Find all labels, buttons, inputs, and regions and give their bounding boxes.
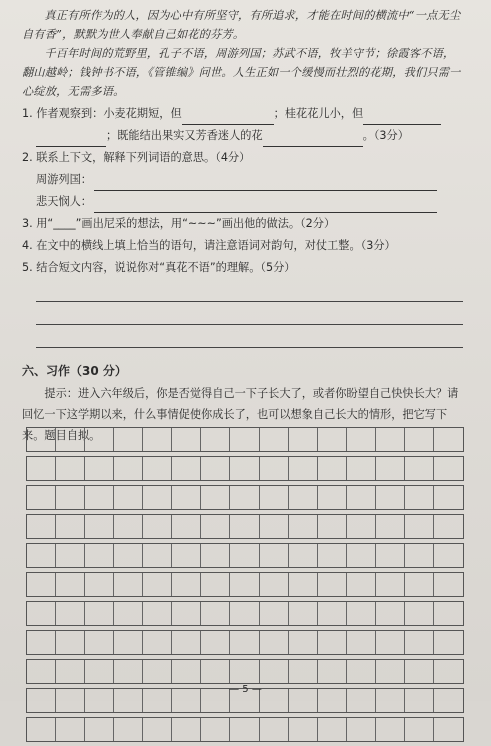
grid-cell[interactable] xyxy=(318,486,347,509)
grid-cell[interactable] xyxy=(85,457,114,480)
grid-cell[interactable] xyxy=(201,573,230,596)
grid-cell[interactable] xyxy=(376,602,405,625)
grid-cell[interactable] xyxy=(201,515,230,538)
grid-cell[interactable] xyxy=(114,660,143,683)
grid-cell[interactable] xyxy=(347,515,376,538)
grid-cell[interactable] xyxy=(230,428,259,451)
question-5-answer-line-3[interactable] xyxy=(36,325,463,348)
grid-cell[interactable] xyxy=(27,544,56,567)
grid-row xyxy=(26,485,464,510)
question-5-answer-line-2[interactable] xyxy=(36,302,463,325)
grid-cell[interactable] xyxy=(376,660,405,683)
grid-cell[interactable] xyxy=(172,660,201,683)
grid-cell[interactable] xyxy=(114,631,143,654)
grid-cell[interactable] xyxy=(85,428,114,451)
grid-cell[interactable] xyxy=(114,457,143,480)
question-1-mid: ；桂花花儿小，但 xyxy=(273,107,364,120)
grid-cell[interactable] xyxy=(230,515,259,538)
grid-cell[interactable] xyxy=(318,631,347,654)
grid-cell[interactable] xyxy=(201,544,230,567)
grid-cell[interactable] xyxy=(376,486,405,509)
grid-row xyxy=(26,456,464,481)
question-1 xyxy=(22,103,463,147)
grid-cell[interactable] xyxy=(347,718,376,741)
grid-row xyxy=(26,427,464,452)
page-number: — 5 — xyxy=(229,684,262,695)
grid-cell[interactable] xyxy=(376,718,405,741)
grid-row xyxy=(26,601,464,626)
grid-cell[interactable] xyxy=(289,602,318,625)
grid-cell[interactable] xyxy=(56,428,85,451)
grid-cell[interactable] xyxy=(347,428,376,451)
grid-cell[interactable] xyxy=(27,515,56,538)
grid-cell[interactable] xyxy=(318,660,347,683)
grid-cell[interactable] xyxy=(260,515,289,538)
grid-cell[interactable] xyxy=(172,718,201,741)
grid-cell[interactable] xyxy=(434,457,463,480)
grid-cell[interactable] xyxy=(56,718,85,741)
question-2-answer-2[interactable] xyxy=(94,198,437,213)
grid-cell[interactable] xyxy=(27,428,56,451)
grid-cell[interactable] xyxy=(230,660,259,683)
passage-paragraph-1: 真正有所作为的人，因为心中有所坚守，有所追求，才能在时间的横流中“一点无尘自有香”，默默为世人奉献自己如花的芬芳。 xyxy=(22,9,461,41)
question-5: 5. 结合短文内容，说说你对“真花不语”的理解。（5分） xyxy=(22,261,296,274)
grid-cell[interactable] xyxy=(318,428,347,451)
composition-prompt: 提示：进入六年级后，你是否觉得自己一下子长大了，或者你盼望自己快快长大？请回忆一下这学期以来，什么事情促使你成长了，也可以想象自己长大的情形，把它写下来。题目自拟。 xyxy=(22,387,459,442)
grid-cell[interactable] xyxy=(114,515,143,538)
grid-cell[interactable] xyxy=(230,602,259,625)
passage-paragraph-2: 千百年时间的荒野里，孔子不语，周游列国；苏武不语，牧羊守节；徐霞客不语，翻山越岭；钱钟书不语，《管锥编》问世。人生正如一个缓慢而壮烈的花期，我们只需一心绽放，无需多语。 xyxy=(22,47,461,98)
grid-cell[interactable] xyxy=(405,602,434,625)
grid-cell[interactable] xyxy=(27,457,56,480)
grid-cell[interactable] xyxy=(405,486,434,509)
grid-cell[interactable] xyxy=(56,486,85,509)
grid-cell[interactable] xyxy=(289,515,318,538)
grid-cell[interactable] xyxy=(318,573,347,596)
grid-cell[interactable] xyxy=(260,428,289,451)
grid-cell[interactable] xyxy=(289,428,318,451)
grid-cell[interactable] xyxy=(143,486,172,509)
grid-cell[interactable] xyxy=(143,660,172,683)
question-1-end: 。（3分） xyxy=(362,129,409,142)
grid-cell[interactable] xyxy=(405,457,434,480)
question-5-answer-line-1[interactable] xyxy=(36,279,463,302)
question-2-answer-1[interactable] xyxy=(94,176,437,191)
grid-cell[interactable] xyxy=(260,457,289,480)
grid-cell[interactable] xyxy=(56,631,85,654)
grid-cell[interactable] xyxy=(289,486,318,509)
grid-cell[interactable] xyxy=(230,573,259,596)
grid-cell[interactable] xyxy=(230,457,259,480)
grid-cell[interactable] xyxy=(405,718,434,741)
question-2-term-2: 悲天悯人： xyxy=(36,195,92,208)
question-1-blank-1[interactable] xyxy=(182,111,274,125)
grid-cell[interactable] xyxy=(143,428,172,451)
grid-cell[interactable] xyxy=(376,544,405,567)
grid-cell[interactable] xyxy=(230,486,259,509)
grid-cell[interactable] xyxy=(172,544,201,567)
grid-cell[interactable] xyxy=(434,631,463,654)
grid-cell[interactable] xyxy=(289,631,318,654)
grid-cell[interactable] xyxy=(289,718,318,741)
grid-cell[interactable] xyxy=(201,631,230,654)
grid-cell[interactable] xyxy=(143,457,172,480)
grid-cell[interactable] xyxy=(434,573,463,596)
grid-cell[interactable] xyxy=(405,428,434,451)
question-3: 3. 用“____”画出尼采的想法，用“~~~”画出他的做法。（2分） xyxy=(22,217,336,230)
grid-cell[interactable] xyxy=(172,602,201,625)
grid-cell[interactable] xyxy=(347,544,376,567)
grid-cell[interactable] xyxy=(289,660,318,683)
grid-cell[interactable] xyxy=(27,486,56,509)
grid-cell[interactable] xyxy=(434,486,463,509)
grid-cell[interactable] xyxy=(405,660,434,683)
grid-row xyxy=(26,572,464,597)
grid-cell[interactable] xyxy=(143,544,172,567)
question-1-blank-2[interactable] xyxy=(363,111,441,125)
grid-cell[interactable] xyxy=(56,573,85,596)
grid-cell[interactable] xyxy=(85,718,114,741)
grid-cell[interactable] xyxy=(143,631,172,654)
grid-cell[interactable] xyxy=(85,544,114,567)
question-1-blank-4[interactable] xyxy=(263,133,363,147)
grid-cell[interactable] xyxy=(376,573,405,596)
grid-cell[interactable] xyxy=(172,631,201,654)
grid-row xyxy=(26,514,464,539)
grid-cell[interactable] xyxy=(143,515,172,538)
grid-cell[interactable] xyxy=(347,660,376,683)
question-2 xyxy=(22,147,463,213)
grid-cell[interactable] xyxy=(347,602,376,625)
grid-cell[interactable] xyxy=(289,457,318,480)
grid-row xyxy=(26,659,464,684)
grid-cell[interactable] xyxy=(56,515,85,538)
grid-cell[interactable] xyxy=(56,457,85,480)
grid-cell[interactable] xyxy=(434,602,463,625)
grid-cell[interactable] xyxy=(318,544,347,567)
grid-cell[interactable] xyxy=(289,544,318,567)
grid-cell[interactable] xyxy=(201,428,230,451)
grid-row xyxy=(26,717,464,742)
grid-cell[interactable] xyxy=(85,602,114,625)
grid-cell[interactable] xyxy=(347,457,376,480)
grid-cell[interactable] xyxy=(201,660,230,683)
question-2-label: 2. 联系上下文，解释下列词语的意思。（4分） xyxy=(22,151,251,164)
grid-cell[interactable] xyxy=(260,631,289,654)
grid-cell[interactable] xyxy=(27,660,56,683)
question-1-label: 1. 作者观察到：小麦花期短，但 xyxy=(22,107,182,120)
grid-cell[interactable] xyxy=(56,660,85,683)
grid-cell[interactable] xyxy=(143,602,172,625)
grid-cell[interactable] xyxy=(85,660,114,683)
grid-cell[interactable] xyxy=(376,428,405,451)
grid-cell[interactable] xyxy=(85,515,114,538)
grid-cell[interactable] xyxy=(347,631,376,654)
grid-cell[interactable] xyxy=(434,660,463,683)
grid-cell[interactable] xyxy=(289,573,318,596)
question-1-line2: ；既能结出果实又芳香迷人的花 xyxy=(106,129,263,142)
grid-cell[interactable] xyxy=(114,428,143,451)
grid-cell[interactable] xyxy=(172,457,201,480)
writing-grid[interactable] xyxy=(26,427,464,746)
grid-cell[interactable] xyxy=(27,602,56,625)
question-2-term-1: 周游列国： xyxy=(36,173,92,186)
grid-cell[interactable] xyxy=(56,544,85,567)
grid-cell[interactable] xyxy=(405,544,434,567)
grid-cell[interactable] xyxy=(405,631,434,654)
grid-cell[interactable] xyxy=(434,718,463,741)
grid-cell[interactable] xyxy=(114,486,143,509)
grid-cell[interactable] xyxy=(114,602,143,625)
grid-cell[interactable] xyxy=(27,573,56,596)
grid-cell[interactable] xyxy=(405,515,434,538)
grid-cell[interactable] xyxy=(260,660,289,683)
grid-cell[interactable] xyxy=(201,602,230,625)
grid-cell[interactable] xyxy=(260,486,289,509)
grid-cell[interactable] xyxy=(172,515,201,538)
grid-cell[interactable] xyxy=(172,573,201,596)
grid-cell[interactable] xyxy=(85,486,114,509)
grid-cell[interactable] xyxy=(143,718,172,741)
grid-cell[interactable] xyxy=(405,573,434,596)
grid-cell[interactable] xyxy=(27,631,56,654)
grid-cell[interactable] xyxy=(434,428,463,451)
grid-cell[interactable] xyxy=(434,544,463,567)
grid-cell[interactable] xyxy=(27,718,56,741)
grid-cell[interactable] xyxy=(230,718,259,741)
grid-cell[interactable] xyxy=(318,515,347,538)
grid-cell[interactable] xyxy=(172,428,201,451)
grid-cell[interactable] xyxy=(201,718,230,741)
grid-cell[interactable] xyxy=(347,573,376,596)
grid-cell[interactable] xyxy=(143,573,172,596)
grid-cell[interactable] xyxy=(260,602,289,625)
question-4: 4. 在文中的横线上填上恰当的语句，请注意语词对韵句，对仗工整。（3分） xyxy=(22,239,396,252)
grid-cell[interactable] xyxy=(114,544,143,567)
question-1-blank-3[interactable] xyxy=(36,133,106,147)
grid-cell[interactable] xyxy=(260,718,289,741)
grid-cell[interactable] xyxy=(376,457,405,480)
grid-cell[interactable] xyxy=(376,631,405,654)
grid-cell[interactable] xyxy=(260,544,289,567)
grid-cell[interactable] xyxy=(260,573,289,596)
grid-cell[interactable] xyxy=(56,602,85,625)
grid-cell[interactable] xyxy=(376,515,405,538)
grid-cell[interactable] xyxy=(201,486,230,509)
grid-cell[interactable] xyxy=(114,573,143,596)
grid-row xyxy=(26,543,464,568)
grid-cell[interactable] xyxy=(318,602,347,625)
grid-cell[interactable] xyxy=(230,544,259,567)
grid-cell[interactable] xyxy=(318,457,347,480)
grid-cell[interactable] xyxy=(230,631,259,654)
grid-cell[interactable] xyxy=(201,457,230,480)
composition-title: 六、习作（30 分） xyxy=(22,364,127,378)
grid-cell[interactable] xyxy=(85,573,114,596)
grid-cell[interactable] xyxy=(347,486,376,509)
grid-cell[interactable] xyxy=(85,631,114,654)
grid-cell[interactable] xyxy=(172,486,201,509)
grid-cell[interactable] xyxy=(114,718,143,741)
grid-row xyxy=(26,630,464,655)
grid-cell[interactable] xyxy=(318,718,347,741)
grid-cell[interactable] xyxy=(434,515,463,538)
